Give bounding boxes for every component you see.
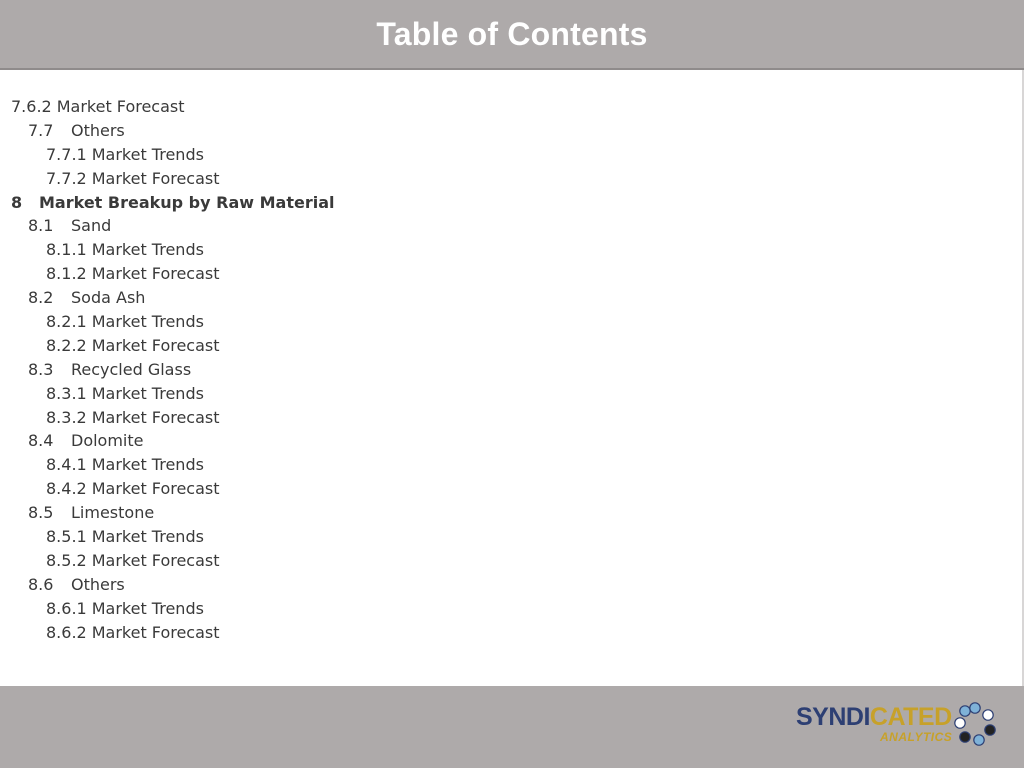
toc-item-number: 8.5.1 [46, 527, 87, 547]
toc-item-label: Market Forecast [56, 97, 185, 116]
toc-item-label: Market Trends [91, 240, 204, 260]
toc-item-number: 7.6.2 [11, 97, 52, 116]
toc-item-label: Market Trends [91, 455, 204, 475]
toc-item-label: Dolomite [71, 431, 144, 451]
toc-item [0, 525, 334, 549]
toc-item [0, 501, 334, 525]
toc-item [0, 549, 334, 573]
toc-item [0, 191, 334, 215]
toc-item-label: Market Trends [91, 598, 204, 618]
toc-item-number: 7.7 [28, 120, 54, 140]
logo-subtitle: ANALYTICS [880, 730, 953, 744]
header-bar [0, 0, 1024, 70]
toc-item-label: Market Trends [91, 527, 204, 547]
toc-item-label: Soda Ash [71, 288, 146, 308]
toc-item-label: Sand [71, 216, 112, 236]
toc-item-number: 8.4 [28, 431, 54, 451]
toc-item-number: 8 [11, 192, 23, 212]
toc-item-number: 8.4.2 [46, 479, 87, 499]
toc-item [0, 95, 334, 119]
toc-item-number: 8.6.1 [46, 598, 87, 618]
toc-item [0, 382, 334, 406]
toc-item [0, 286, 334, 310]
toc-item [0, 143, 334, 167]
toc-item-label: Market Forecast [91, 622, 220, 642]
toc-item-label: Market Forecast [91, 550, 220, 570]
toc-item-number: 8.1 [28, 216, 54, 236]
toc-item [0, 429, 334, 453]
toc-item-number: 8.5.2 [46, 550, 87, 570]
toc-item-number: 8.6 [28, 574, 54, 594]
toc-item-number: 8.3.2 [46, 407, 87, 427]
toc-item [0, 358, 334, 382]
toc-item [0, 621, 334, 645]
logo-wordmark: SYNDICATED [796, 703, 952, 731]
toc-item-number: 8.3.1 [46, 383, 87, 403]
toc-item-label: Market Forecast [91, 168, 220, 188]
toc-item [0, 310, 334, 334]
toc-item-number: 8.3 [28, 359, 54, 379]
toc-item [0, 597, 334, 621]
toc-item-number: 8.5 [28, 503, 54, 523]
page-title: Table of Contents [376, 15, 648, 52]
toc-item-label: Market Forecast [91, 479, 220, 499]
toc-item-number: 8.4.1 [46, 455, 87, 475]
toc-item [0, 262, 334, 286]
toc-item [0, 334, 334, 358]
toc-item [0, 453, 334, 477]
toc-item-label: Others [71, 120, 125, 140]
toc-item-label: Market Trends [91, 312, 204, 332]
toc-item-number: 7.7.1 [46, 144, 87, 164]
toc-item-number: 8.2.2 [46, 335, 87, 355]
toc-item-label: Market Forecast [91, 264, 220, 284]
toc-item [0, 119, 334, 143]
toc-item-label: Market Trends [91, 383, 204, 403]
toc-item-label: Market Trends [91, 144, 204, 164]
circle-ring-logo-icon [952, 700, 998, 746]
toc-item-number: 8.1.1 [46, 240, 87, 260]
toc-item [0, 477, 334, 501]
toc-item-number: 8.1.2 [46, 264, 87, 284]
toc-item-label: Market Forecast [91, 407, 220, 427]
toc-item [0, 573, 334, 597]
toc-item-label: Limestone [71, 503, 155, 523]
toc-item-label: Market Forecast [91, 335, 220, 355]
toc-item-number: 8.2 [28, 288, 54, 308]
toc-item [0, 214, 334, 238]
toc-item [0, 406, 334, 430]
toc-item-number: 8.2.1 [46, 312, 87, 332]
toc-item-label: Recycled Glass [71, 359, 192, 379]
toc-list [0, 95, 334, 644]
toc-item-label: Market Breakup by Raw Material [39, 192, 335, 212]
syndicated-analytics-logo [792, 700, 1002, 750]
footer-bar [0, 686, 1024, 768]
toc-item-number: 8.6.2 [46, 622, 87, 642]
toc-item-label: Others [71, 574, 125, 594]
toc-item-number: 7.7.2 [46, 168, 87, 188]
toc-item [0, 238, 334, 262]
toc-item [0, 167, 334, 191]
